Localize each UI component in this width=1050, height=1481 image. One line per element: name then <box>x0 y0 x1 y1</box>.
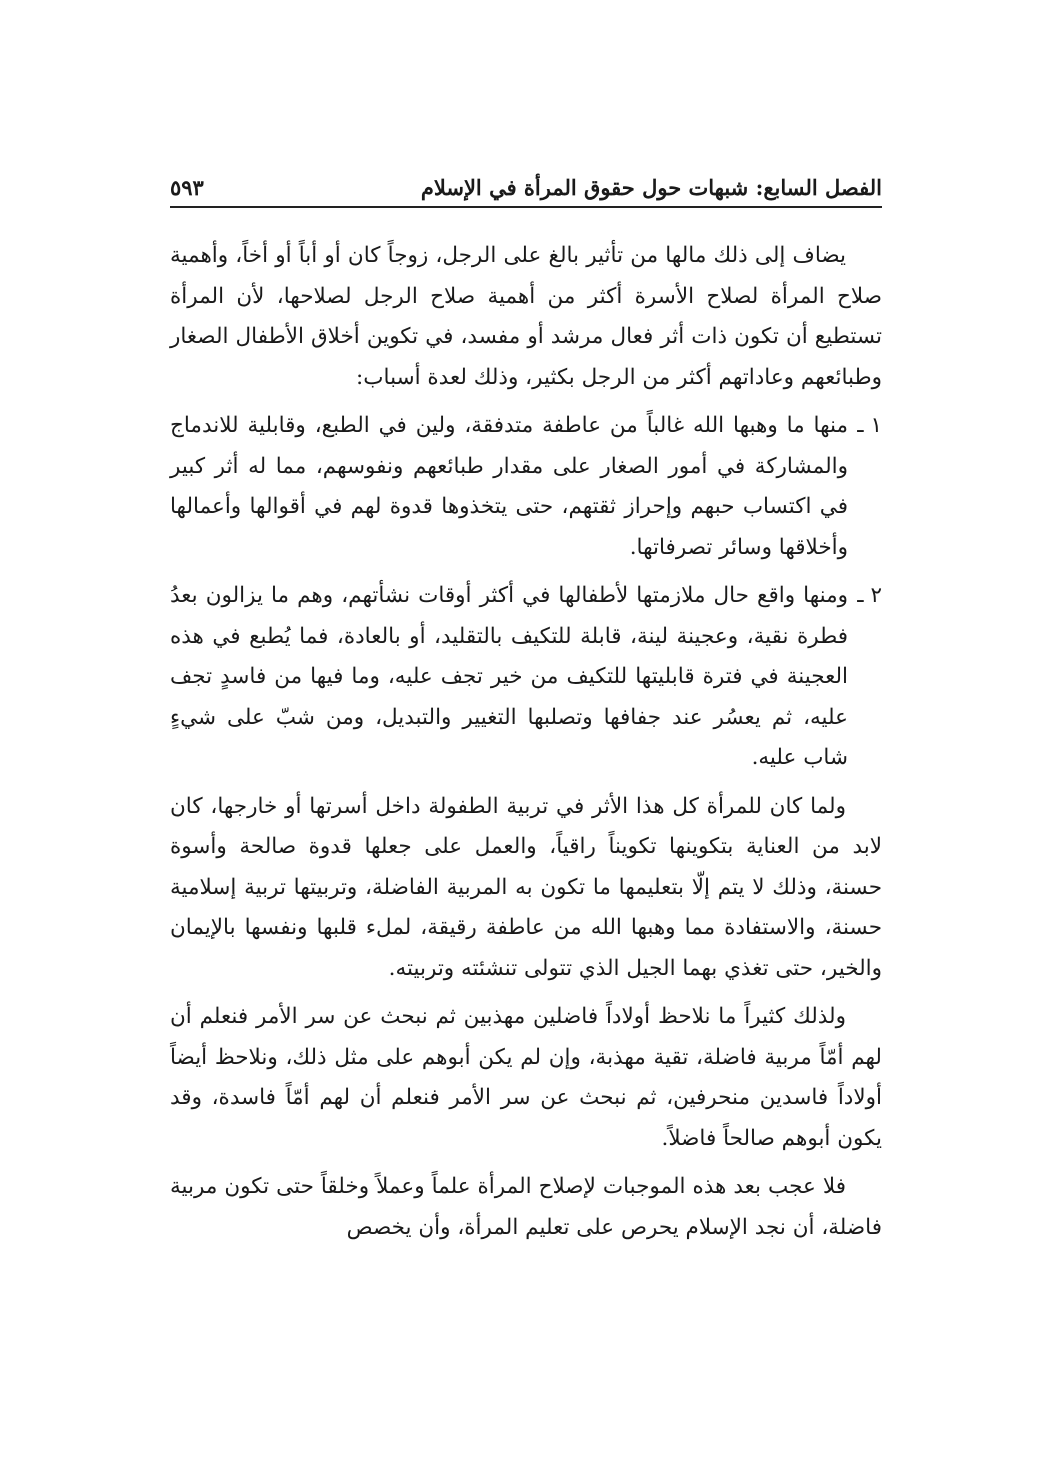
paragraph-4: فلا عجب بعد هذه الموجبات لإصلاح المرأة علماً وعملاً وخلقاً حتى تكون مربية فاضلة، أن نجد الإسلام يحرص على تعليم المرأة، وأن يخصص <box>170 1174 882 1240</box>
paragraph-1: يضاف إلى ذلك مالها من تأثير بالغ على الرجل، زوجاً كان أو أباً أو أخاً، وأهمية صلاح المرأة لصلاح الأسرة أكثر من أهمية صلاح الرجل لصلاحها، لأن المرأة تستطيع أن تكون ذات أثر فعال مرشد أو مفسد، في تكوين أخلاق الأطفال الصغار وطبائعهم وعاداتهم أكثر من الرجل بكثير، وذلك لعدة أسباب: <box>170 243 882 390</box>
list-text-2: ومنها واقع حال ملازمتها لأطفالها في أكثر أوقات نشأتهم، وهم ما يزالون بعدُ فطرة نقية، وعجينة لينة، قابلة للتكيف بالتقليد، أو بالعادة، فما يُطبع في هذه العجينة في فترة قابليتها للتكيف من خير تجف عليه، وما فيها من فاسدٍ تجف عليه، ثم يعسُر عند جفافها وتصلبها التغيير والتبديل، ومن شبّ على شيءٍ شاب عليه. <box>170 583 848 770</box>
list-number-2: ٢ ـ <box>857 583 882 608</box>
paragraph-2: ولما كان للمرأة كل هذا الأثر في تربية الطفولة داخل أسرتها أو خارجها، كان لابد من العناية بتكوينها تكويناً راقياً، والعمل على جعلها قدوة صالحة وأسوة حسنة، وذلك لا يتم إلّا بتعليمها ما تكون به المربية الفاضلة، وتربيتها تربية إسلامية حسنة، والاستفادة مما وهبها الله من عاطفة رقيقة، لملء قلبها ونفسها بالإيمان والخير، حتى تغذي بهما الجيل الذي تتولى تنشئته وتربيته. <box>170 793 882 981</box>
list-item-1 <box>170 406 882 568</box>
list-text-1: منها ما وهبها الله غالباً من عاطفة متدفقة، ولين في الطبع، وقابلية للاندماج والمشاركة في أمور الصغار على مقدار طبائعهم ونفوسهم، مما له أثر كبير في اكتساب حبهم وإحراز ثقتهم، حتى يتخذوها قدوة لهم في أقوالها وأعمالها وأخلاقها وسائر تصرفاتها. <box>170 413 848 560</box>
chapter-title: الفصل السابع: شبهات حول حقوق المرأة في الإسلام <box>420 175 882 200</box>
list-item-2 <box>170 576 882 779</box>
paragraph-3: ولذلك كثيراً ما نلاحظ أولاداً فاضلين مهذبين ثم نبحث عن سر الأمر فنعلم أن لهم أمّاً مربية فاضلة، تقية مهذبة، وإن لم يكن أبوهم على مثل ذلك، ونلاحظ أيضاً أولاداً فاسدين منحرفين، ثم نبحث عن سر الأمر فنعلم أن لهم أمّاً فاسدة، وقد يكون أبوهم صالحاً فاضلاً. <box>170 1004 882 1151</box>
page-number: ٥٩٣ <box>170 175 204 200</box>
list-number-1: ١ ـ <box>857 413 882 438</box>
header-rule <box>170 206 882 208</box>
body-text <box>170 236 882 1256</box>
running-header <box>170 166 882 202</box>
